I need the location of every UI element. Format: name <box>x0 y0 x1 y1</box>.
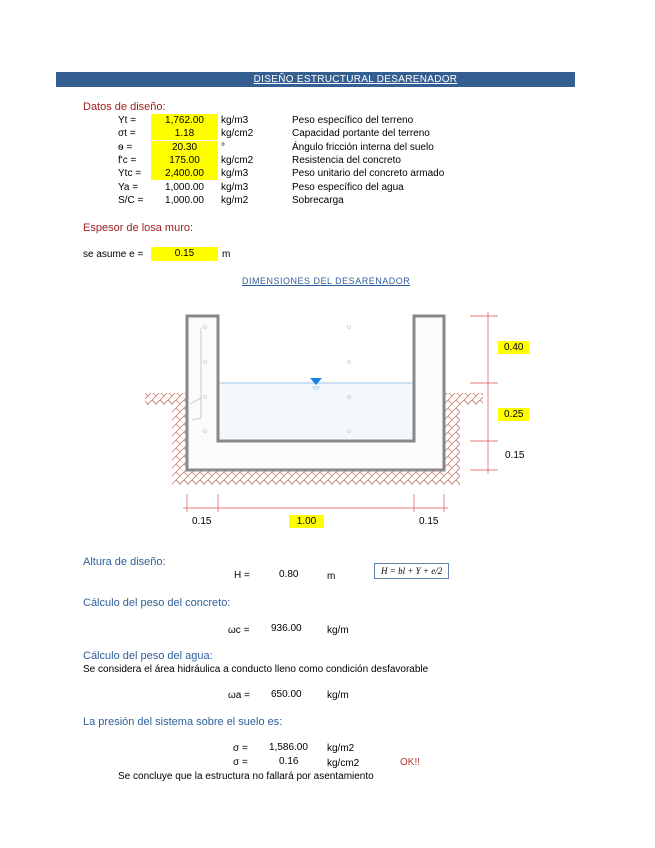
param-description: Peso específico del terreno <box>292 115 414 126</box>
param-description: Sobrecarga <box>292 194 344 206</box>
presion-unit-2: kg/cm2 <box>327 758 360 769</box>
concreto-value: 936.00 <box>271 623 302 634</box>
param-value[interactable]: 1,762.00 <box>151 114 218 127</box>
dim-water-depth: 0.25 <box>498 408 529 421</box>
param-symbol: σt = <box>118 128 136 140</box>
param-symbol: ѳ = <box>118 141 133 153</box>
param-value[interactable]: 1.18 <box>151 127 218 140</box>
param-description: Peso específico del agua <box>292 181 404 193</box>
presion-value-kgcm2: 0.16 <box>279 756 299 767</box>
param-value[interactable]: 1,000.00 <box>165 181 204 193</box>
param-description: Peso unitario del concreto armado <box>292 168 445 180</box>
water-area <box>218 383 414 441</box>
presion-symbol-2: σ = <box>233 757 248 768</box>
ok-status: OK!! <box>400 757 421 768</box>
espesor-label: se asume e = <box>83 249 144 260</box>
dim-slab: 0.15 <box>505 450 525 461</box>
dim-width: 1.00 <box>289 515 324 528</box>
datos-heading: Datos de diseño: <box>83 101 166 113</box>
agua-value: 650.00 <box>271 689 302 700</box>
param-symbol: S/C = <box>118 194 144 206</box>
conclusion-text: Se concluye que la estructura no fallará por asentamiento <box>118 771 374 782</box>
dim-freeboard: 0.40 <box>498 341 529 354</box>
param-description: Ángulo fricción interna del suelo <box>292 141 434 153</box>
param-symbol: Ytc = <box>118 168 142 180</box>
param-description: Capacidad portante del terreno <box>292 128 430 140</box>
param-symbol: Ya = <box>118 181 139 193</box>
param-unit: kg/cm2 <box>221 154 254 166</box>
param-value[interactable]: 20.30 <box>151 141 218 154</box>
altura-value: 0.80 <box>279 569 299 580</box>
altura-unit: m <box>327 571 336 582</box>
presion-symbol-1: σ = <box>233 743 248 754</box>
espesor-unit: m <box>222 249 231 260</box>
page-title: DISEÑO ESTRUCTURAL DESARENADOR <box>253 74 458 85</box>
espesor-value[interactable]: 0.15 <box>151 247 218 261</box>
presion-heading: La presión del sistema sobre el suelo es: <box>83 716 283 728</box>
concreto-symbol: ωc = <box>228 625 250 636</box>
param-unit: kg/m2 <box>221 194 249 206</box>
dimensions-title: DIMENSIONES DEL DESARENADOR <box>242 276 411 286</box>
agua-unit: kg/m <box>327 690 349 701</box>
presion-value-kgm2: 1,586.00 <box>269 742 308 753</box>
concreto-heading: Cálculo del peso del concreto: <box>83 597 231 609</box>
param-value[interactable]: 175.00 <box>151 154 218 167</box>
param-unit: kg/m3 <box>221 181 249 193</box>
param-unit: kg/cm2 <box>221 128 254 140</box>
altura-symbol: H = <box>234 570 250 581</box>
presion-unit-1: kg/m2 <box>327 743 355 754</box>
dim-left-wall: 0.15 <box>192 516 212 527</box>
agua-heading: Cálculo del peso del agua: <box>83 650 213 662</box>
concreto-unit: kg/m <box>327 625 349 636</box>
param-symbol: Yt = <box>118 115 137 126</box>
param-unit: kg/m3 <box>221 115 249 126</box>
altura-formula: H = bl + Y + e/2 <box>374 563 449 579</box>
param-unit: ° <box>221 141 225 153</box>
altura-heading: Altura de diseño: <box>83 556 166 568</box>
dim-right-wall: 0.15 <box>419 516 439 527</box>
agua-symbol: ωa = <box>228 690 250 701</box>
param-description: Resistencia del concreto <box>292 154 401 166</box>
param-unit: kg/m3 <box>221 168 249 180</box>
param-value[interactable]: 1,000.00 <box>165 194 204 206</box>
agua-note: Se considera el área hidráulica a conducto lleno como condición desfavorable <box>83 664 429 675</box>
param-symbol: f'c = <box>118 154 137 166</box>
param-value[interactable]: 2,400.00 <box>151 167 218 180</box>
espesor-heading: Espesor de losa muro: <box>83 222 194 234</box>
